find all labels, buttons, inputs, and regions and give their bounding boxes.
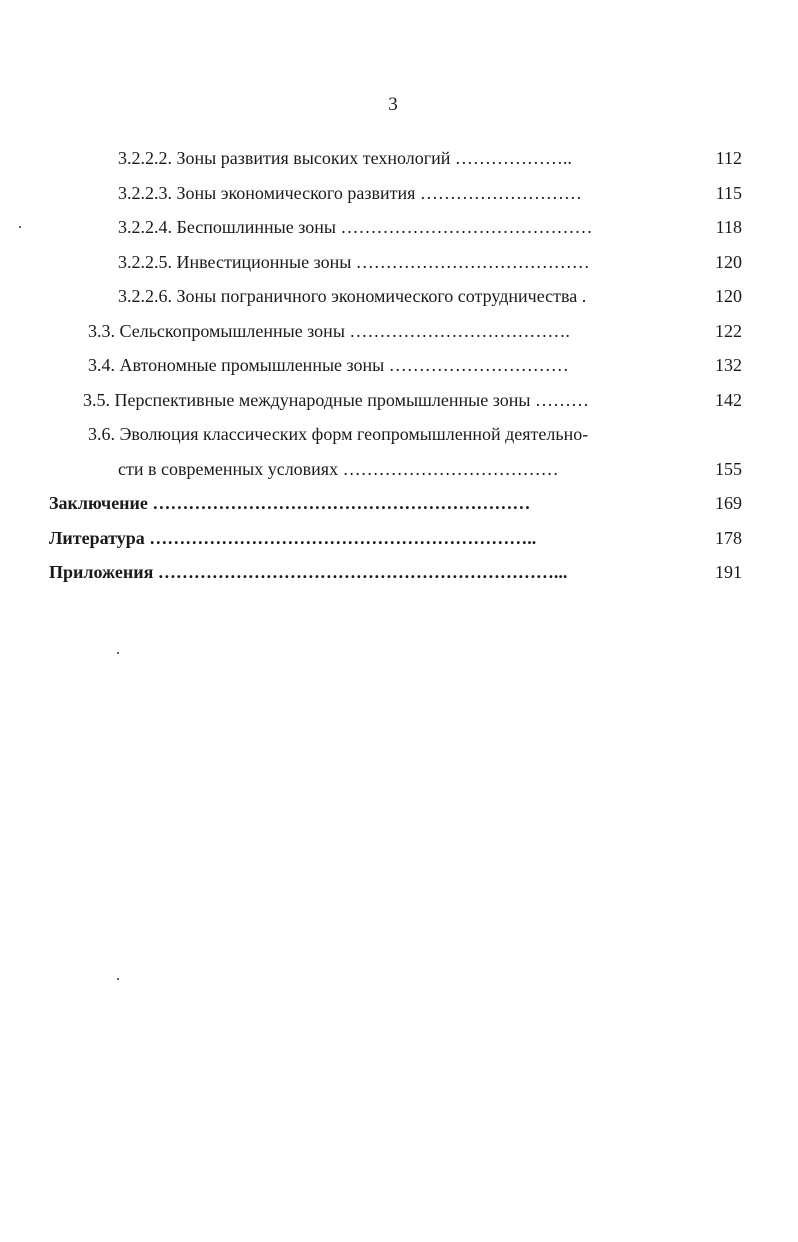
toc-entry-3-4 <box>0 353 798 388</box>
toc-entry-appendices <box>0 560 798 595</box>
toc-entry-page: 118 <box>715 217 742 237</box>
page-number: 3 <box>388 94 398 115</box>
toc-entry-page: 178 <box>715 527 742 548</box>
scan-speck <box>117 652 119 654</box>
toc-entry-3-5 <box>0 388 798 423</box>
toc-entry-page: 169 <box>715 493 742 513</box>
toc-entry-3-6-continued <box>0 457 798 492</box>
toc-entry-page: 120 <box>715 251 742 272</box>
toc-entry-title: 3.4. Автономные промышленные зоны ………………………… <box>88 355 569 375</box>
toc-entry-page: 155 <box>715 458 742 479</box>
toc-entry-3-2-2-5 <box>0 250 798 285</box>
toc-entry-title: 3.2.2.4. Беспошлинные зоны …………………………………… <box>118 217 593 237</box>
toc-entry-page: 142 <box>715 389 742 410</box>
toc-entry-title: Приложения …………………………………………………………... <box>49 562 568 582</box>
toc-entry-literature <box>0 526 798 561</box>
toc-entry-page: 115 <box>715 182 742 203</box>
toc-entry-conclusion <box>0 491 798 526</box>
toc-entry-title: 3.2.2.5. Инвестиционные зоны ………………………………… <box>118 251 590 272</box>
toc-entry-title: Литература ……………………………………………………….. <box>49 527 537 548</box>
toc-entry-3-2-2-6 <box>0 284 798 319</box>
scan-speck <box>117 978 119 980</box>
toc-entry-3-2-2-4 <box>0 215 798 250</box>
scan-speck <box>19 226 21 228</box>
table-of-contents <box>0 146 798 595</box>
toc-entry-title: 3.2.2.6. Зоны пограничного экономического сотрудничества . <box>118 286 587 306</box>
toc-entry-page: 132 <box>715 355 742 375</box>
toc-entry-3-6 <box>0 422 798 457</box>
toc-entry-title: 3.5. Перспективные международные промышленные зоны ……… <box>83 389 589 410</box>
toc-entry-3-2-2-3 <box>0 181 798 216</box>
toc-entry-page: 120 <box>715 286 742 306</box>
toc-entry-title: 3.3. Сельскопромышленные зоны ………………………………. <box>88 320 570 341</box>
toc-entry-3-3 <box>0 319 798 354</box>
toc-entry-title: 3.2.2.2. Зоны развития высоких технологий ……………….. <box>118 148 572 168</box>
toc-entry-3-2-2-2 <box>0 146 798 181</box>
toc-entry-page: 191 <box>715 562 742 582</box>
toc-entry-page: 122 <box>715 320 742 341</box>
toc-entry-title: 3.6. Эволюция классических форм геопромышленной деятельно- <box>88 424 589 444</box>
toc-entry-title: сти в современных условиях ……………………………… <box>118 458 559 479</box>
toc-entry-page: 112 <box>715 148 742 168</box>
toc-entry-title: 3.2.2.3. Зоны экономического развития ……………………… <box>118 182 582 203</box>
toc-entry-title: Заключение ……………………………………………………… <box>49 493 531 513</box>
